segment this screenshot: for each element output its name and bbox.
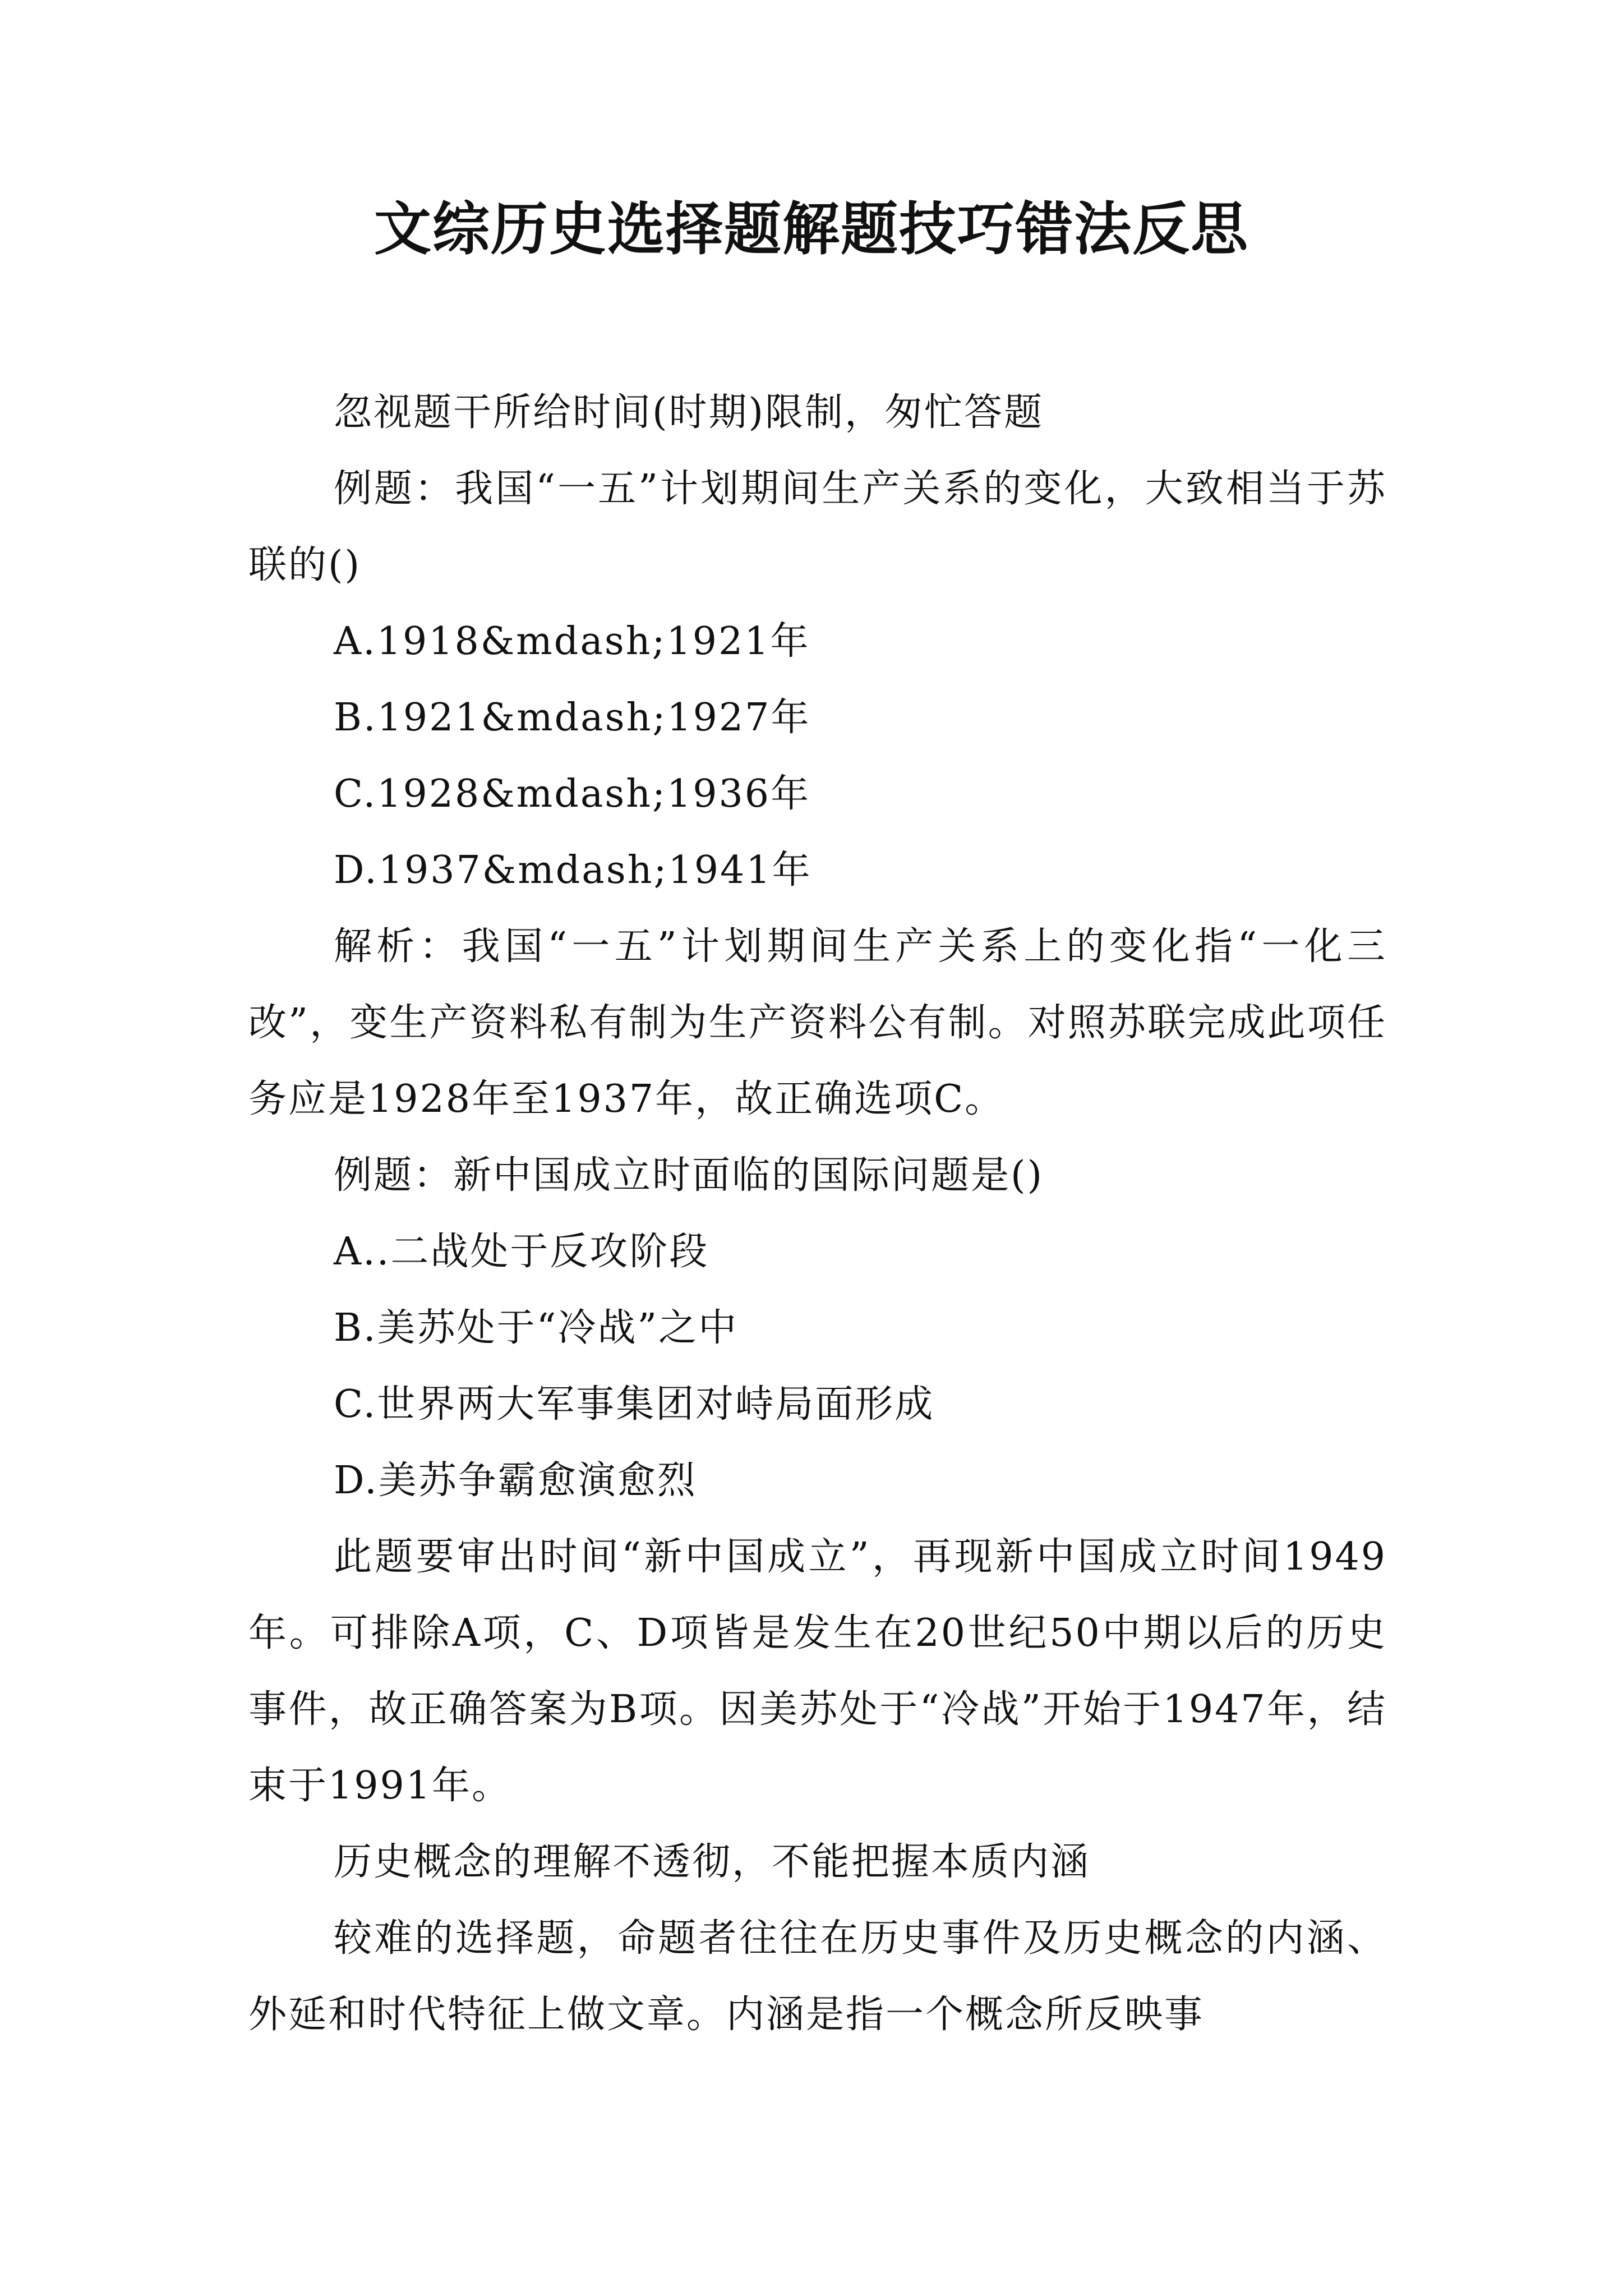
option-2c: C.世界两大军事集团对峙局面形成 (334, 1382, 935, 1427)
document-body (248, 375, 1387, 2053)
option-2b: B.美苏处于“冷战”之中 (334, 1306, 739, 1350)
section-heading-time-limit: 忽视题干所给时间(时期)限制，匆忙答题 (334, 390, 1044, 435)
document-title: 文综历史选择题解题技巧错法反思 (374, 196, 1249, 263)
option-1b: B.1921&mdash;1927年 (334, 696, 811, 740)
option-1d: D.1937&mdash;1941年 (334, 848, 812, 892)
concepts-paragraph: 较难的选择题，命题者往往在历史事件及历史概念的内涵、外延和时代特征上做文章。内涵是指一个概念所反映事 (248, 1916, 1387, 2037)
analysis-1: 解析：我国“一五”计划期间生产关系上的变化指“一化三改”，变生产资料私有制为生产资料公有制。对照苏联完成此项任务应是1928年至1937年，故正确选项C。 (248, 924, 1387, 1121)
analysis-2: 此题要审出时间“新中国成立”，再现新中国成立时间1949年。可排除A项，C、D项皆是发生在20世纪50中期以后的历史事件，故正确答案为B项。因美苏处于“冷战”开始于1947年，结束于1991年。 (248, 1535, 1387, 1808)
option-1a: A.1918&mdash;1921年 (334, 619, 810, 664)
option-1c: C.1928&mdash;1936年 (334, 772, 811, 816)
option-2d: D.美苏争霸愈演愈烈 (334, 1458, 697, 1503)
section-heading-concepts: 历史概念的理解不透彻，不能把握本质内涵 (334, 1840, 1091, 1884)
example-question-1: 例题：我国“一五”计划期间生产关系的变化，大致相当于苏联的() (248, 467, 1387, 587)
option-2a: A..二战处于反攻阶段 (334, 1230, 709, 1274)
example-question-2: 例题：新中国成立时面临的国际问题是() (334, 1153, 1044, 1198)
